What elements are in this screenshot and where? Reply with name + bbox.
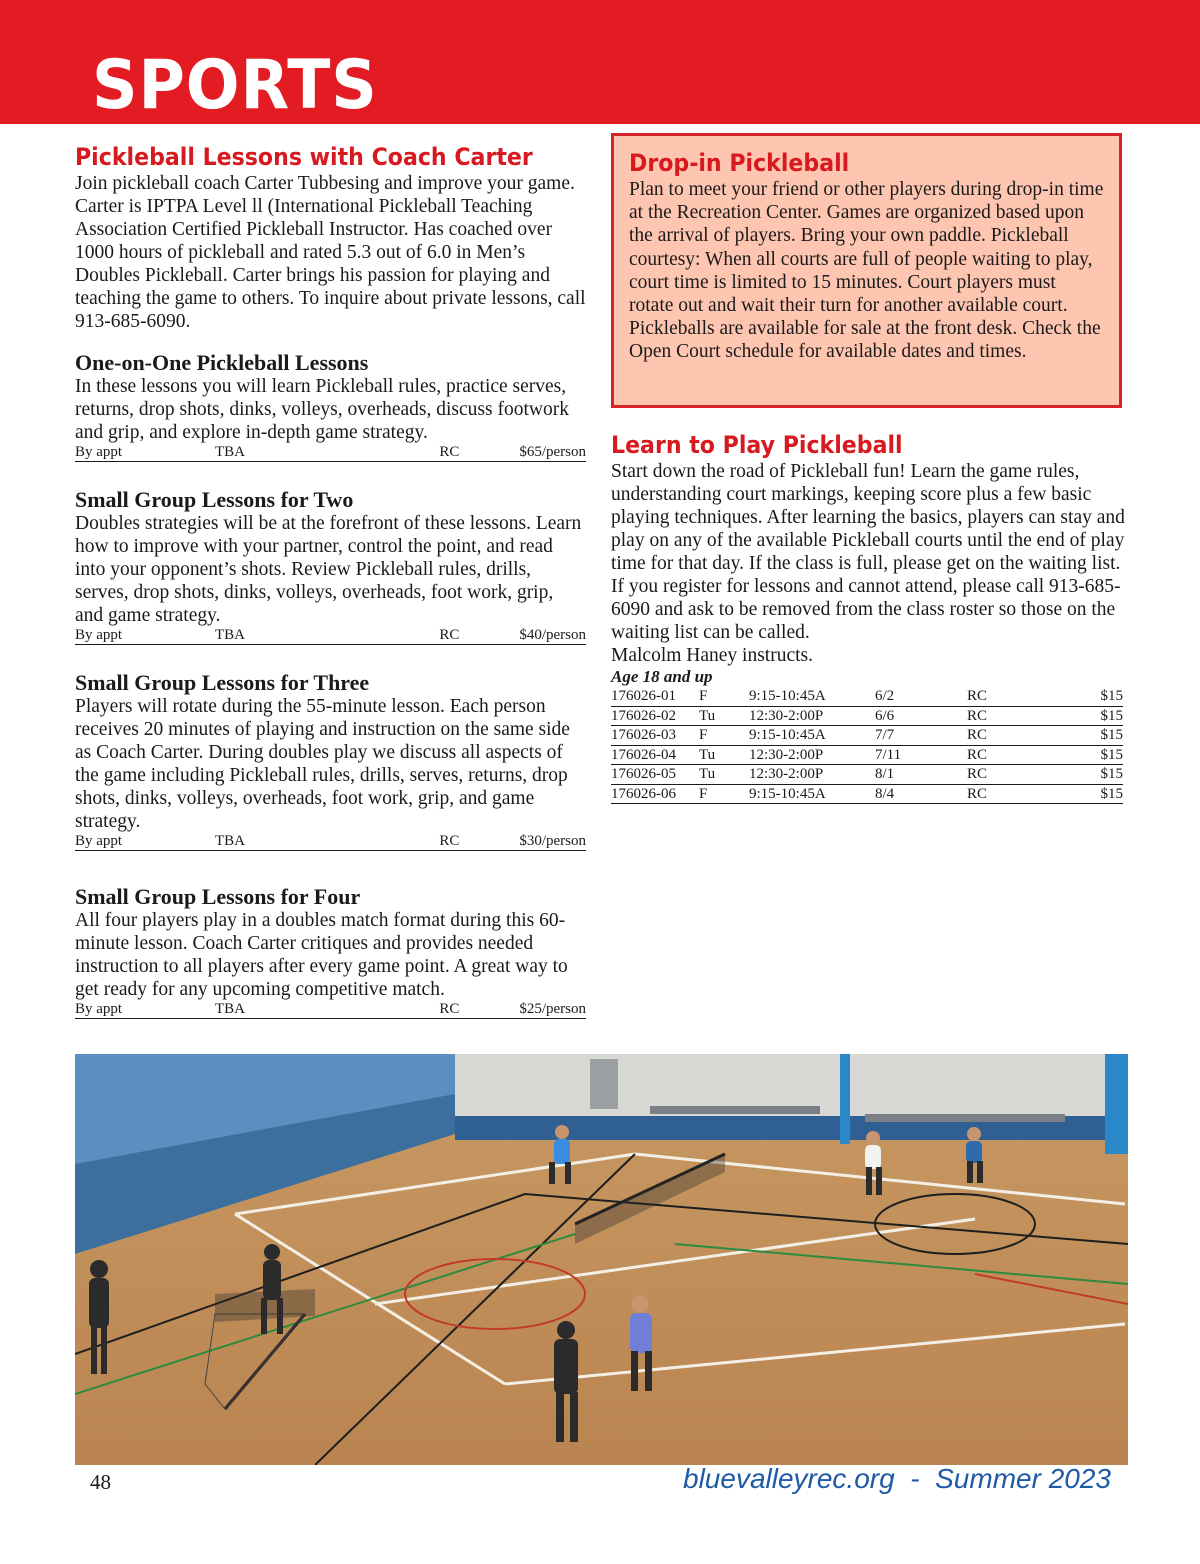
schedule-row [611,784,1123,804]
lesson-when: By appt [75,1001,123,1017]
schedule-row [611,687,1123,706]
section-title-lessons: Pickleball Lessons with Coach Carter [75,143,533,171]
lesson-location: RC [439,627,460,643]
left-column [75,140,586,1045]
schedule-price: $15 [1087,745,1123,765]
schedule-code: 176026-01 [611,687,699,706]
lesson-price: $25/person [519,1001,586,1017]
gym-photo [75,1054,1128,1465]
schedule-time: 12:30-2:00P [749,745,875,765]
lessons-intro: Join pickleball coach Carter Tubbesing and improve your game. Carter is IPTPA Level ll (International Pickleball Teaching Association Certified Pickleball Instructor. Has coached over 1000 hours of pickleball and rated 5.3 out of 6.0 in Men’s Doubles Pickleball. Carter brings his passion for playing and teaching the game to others. To inquire about private lessons, call 913-685-6090. [75,173,586,332]
schedule-code: 176026-05 [611,765,699,785]
lesson-meta-row [75,444,586,462]
schedule-loc: RC [967,726,1087,746]
schedule-time: 9:15-10:45A [749,687,875,706]
schedule-price: $15 [1087,726,1123,746]
schedule-day: Tu [699,706,749,726]
dropin-body: Plan to meet your friend or other players during drop-in time at the Recreation Center. Games are organized based upon the arrival of players. Bring your own paddle. Pickleball courtesy: When all courts are full of people waiting to play, court time is limited to 15 minutes. Court players must rotate out and wait their turn for another available court. Pickleballs are available for sale at the front desk. Check the Open Court schedule for available dates and times. [629,179,1104,363]
schedule-day: F [699,687,749,706]
schedule-loc: RC [967,784,1087,804]
schedule-time: 12:30-2:00P [749,765,875,785]
lesson-block [75,488,586,645]
lesson-time: TBA [215,444,245,460]
schedule-price: $15 [1087,706,1123,726]
schedule-row [611,726,1123,746]
schedule-date: 8/4 [875,784,967,804]
schedule-loc: RC [967,765,1087,785]
schedule-loc: RC [967,706,1087,726]
lesson-meta-row [75,627,586,645]
lesson-meta-row [75,833,586,851]
footer-site: bluevalleyrec.org - Summer 2023 [683,1463,1111,1494]
lesson-description: In these lessons you will learn Pickleball rules, practice serves, returns, drop shots, dinks, volleys, overheads, discuss footwork and grip, and explore in-depth game strategy. [75,376,569,443]
page-title: SPORTS [92,46,378,125]
lesson-title: Small Group Lessons for Three [75,670,370,695]
lesson-location: RC [439,833,460,849]
schedule-date: 8/1 [875,765,967,785]
lesson-title: One-on-One Pickleball Lessons [75,350,369,375]
lesson-description: Players will rotate during the 55-minute lesson. Each person receives 20 minutes of playing and instruction on the same side as Coach Carter. During doubles play we discuss all aspects of the game including Pickleball rules, drills, serves, returns, drop shots, dinks, volleys, overheads, foot work, grip, and game strategy. [75,696,570,832]
lesson-when: By appt [75,627,123,643]
schedule-row [611,765,1123,785]
schedule-date: 7/7 [875,726,967,746]
lesson-price: $30/person [519,833,586,849]
lesson-title: Small Group Lessons for Two [75,487,354,512]
schedule-date: 7/11 [875,745,967,765]
lesson-meta-row [75,1001,586,1019]
lesson-price: $65/person [519,444,586,460]
schedule-time: 9:15-10:45A [749,726,875,746]
dropin-box [611,133,1122,408]
page-number: 48 [90,1470,111,1494]
schedule-row [611,706,1123,726]
lesson-location: RC [439,444,460,460]
lesson-description: Doubles strategies will be at the forefront of these lessons. Learn how to improve with your partner, control the point, and read into your opponent’s shots. Review Pickleball rules, drills, serves, drop shots, dinks, volleys, overheads, foot work, grip, and game strategy. [75,513,582,626]
schedule-day: Tu [699,765,749,785]
schedule-loc: RC [967,745,1087,765]
age-label: Age 18 and up [611,667,713,686]
lesson-price: $40/person [519,627,586,643]
schedule-code: 176026-06 [611,784,699,804]
schedule-code: 176026-03 [611,726,699,746]
section-title-dropin: Drop-in Pickleball [629,149,850,177]
lesson-title: Small Group Lessons for Four [75,884,361,909]
schedule-day: F [699,726,749,746]
schedule-date: 6/6 [875,706,967,726]
lesson-time: TBA [215,627,245,643]
gym-photo-illustration [75,1054,1128,1465]
learn-section [611,428,1125,804]
lesson-description: All four players play in a doubles match format during this 60-minute lesson. Coach Carter critiques and provides needed instruction to all players after every game point. A great way to get ready for any upcoming competitive match. [75,910,568,1000]
section-title-learn: Learn to Play Pickleball [611,431,903,459]
lesson-time: TBA [215,1001,245,1017]
lesson-location: RC [439,1001,460,1017]
lesson-when: By appt [75,833,123,849]
schedule-day: F [699,784,749,804]
learn-body: Start down the road of Pickleball fun! Learn the game rules, understanding court markings, keeping score plus a few basic playing techniques. After learning the basics, players can stay and play on any of the available Pickleball courts until the end of play time for that day. If the class is full, please get on the waiting list. If you register for lessons and cannot attend, please call 913-685-6090 and ask to be removed from the class roster so those on the waiting list can be called. [611,461,1125,643]
schedule-row [611,745,1123,765]
learn-instructor: Malcolm Haney instructs. [611,645,813,666]
lesson-block [75,885,586,1019]
schedule-day: Tu [699,745,749,765]
lesson-time: TBA [215,833,245,849]
schedule-time: 9:15-10:45A [749,784,875,804]
lesson-when: By appt [75,444,123,460]
schedule-code: 176026-02 [611,706,699,726]
schedule-table [611,687,1123,804]
schedule-price: $15 [1087,765,1123,785]
schedule-price: $15 [1087,687,1123,706]
schedule-date: 6/2 [875,687,967,706]
header-banner [0,0,1200,124]
schedule-code: 176026-04 [611,745,699,765]
lesson-block [75,671,586,851]
schedule-price: $15 [1087,784,1123,804]
schedule-time: 12:30-2:00P [749,706,875,726]
lesson-block [75,351,586,462]
schedule-loc: RC [967,687,1087,706]
